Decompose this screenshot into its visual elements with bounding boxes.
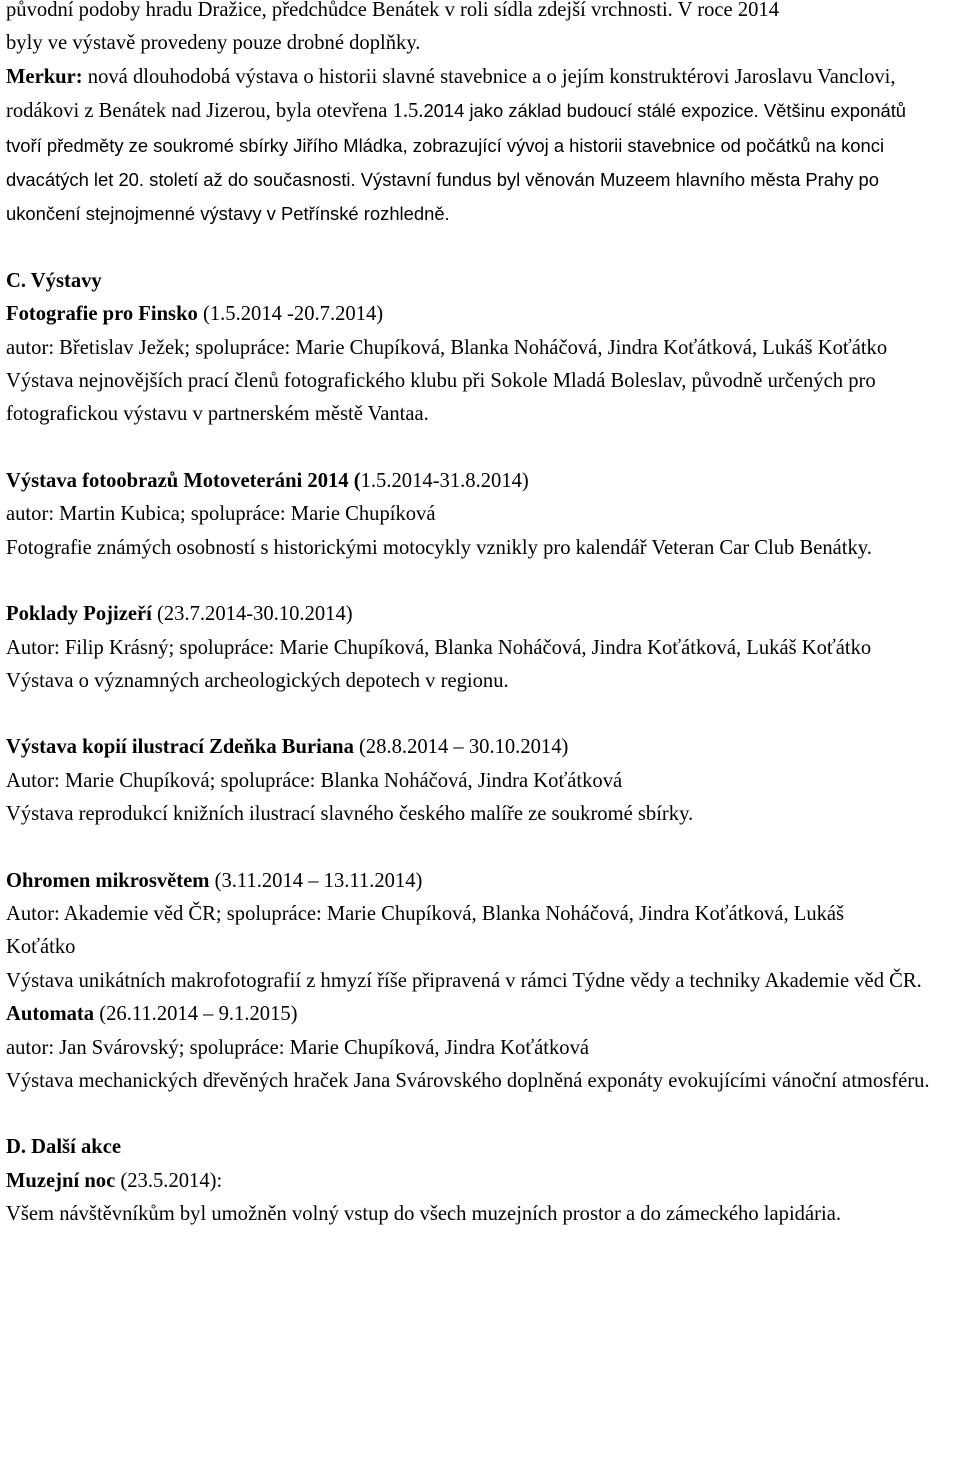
exhibition-author: autor: Jan Svárovský; spolupráce: Marie Chupíková, Jindra Koťátková — [6, 1036, 590, 1059]
exhibition-description: Výstava o významných archeologických depotech v regionu. — [6, 669, 509, 692]
intro-line-1: původní podoby hradu Dražice, předchůdce Benátek v roli sídla zdejší vrchnosti. V roce 2014 — [6, 0, 780, 21]
intro-paragraph — [6, 0, 956, 61]
exhibition-dates: (1.5.2014 -20.7.2014) — [197, 303, 384, 326]
exhibition-dates: (28.8.2014 – 30.10.2014) — [353, 736, 569, 759]
exhibition-dates: (23.7.2014-30.10.2014) — [151, 603, 353, 626]
exhibition-author: autor: Martin Kubica; spolupráce: Marie Chupíková — [6, 503, 436, 526]
exhibition-name: Výstava fotoobrazů Motoveteráni 2014 ( — [6, 469, 361, 492]
exhibition-name: Poklady Pojizeří — [6, 603, 152, 626]
merkur-paragraph — [6, 61, 936, 232]
exhibition-description: Výstava reprodukcí knižních ilustrací slavného českého malíře ze soukromé sbírky. — [6, 803, 694, 826]
event-title — [6, 1165, 956, 1198]
merkur-title: Merkur: — [6, 65, 83, 88]
top-block — [6, 0, 956, 1232]
exhibition-dates: (3.11.2014 – 13.11.2014) — [209, 869, 423, 892]
spacer — [6, 232, 956, 265]
intro-line-2: byly ve výstavě provedeny pouze drobné doplňky. — [6, 32, 421, 55]
exhibition-author: autor: Břetislav Ježek; spolupráce: Marie Chupíková, Blanka Noháčová, Jindra Koťátková, Lukáš Koťátko — [6, 336, 888, 359]
exhibition-name: Ohromen mikrosvětem — [6, 869, 210, 892]
exhibition-title — [6, 865, 956, 898]
spacer — [6, 565, 956, 598]
event-name: Muzejní noc — [6, 1169, 116, 1192]
spacer — [6, 1098, 956, 1131]
exhibition-name: Fotografie pro Finsko — [6, 303, 198, 326]
exhibition-dates: 1.5.2014-31.8.2014) — [360, 469, 529, 492]
spacer — [6, 698, 956, 731]
section-d-heading: D. Další akce — [6, 1136, 121, 1159]
exhibition-title — [6, 998, 956, 1031]
merkur-text-sans: 2014 jako základ budoucí stálé expozice. Většinu exponátů tvoří předměty ze soukromé sbírky Jiřího Mládka, zobrazující vývoj a historii stavebnice od počátků na konci dvacátých let 20. století až do současnosti. Výstavní fundus byl věnován Muzeem hlavního města Prahy po ukončení stejnojmenné výstavy v Petřínské rozhledně. — [6, 100, 907, 225]
exhibition-description: Výstava unikátních makrofotografií z hmyzí říše připravená v rámci Týdne vědy a techniky Akademie věd ČR. — [6, 969, 922, 992]
exhibition-author: Autor: Akademie věd ČR; spolupráce: Marie Chupíková, Blanka Noháčová, Jindra Koťátková, Lukáš Koťátko — [6, 902, 845, 959]
exhibition-author: Autor: Marie Chupíková; spolupráce: Blanka Noháčová, Jindra Koťátková — [6, 769, 623, 792]
document-page — [6, 0, 956, 1238]
exhibition-title — [6, 298, 956, 331]
exhibition-title — [6, 731, 956, 764]
spacer — [6, 832, 956, 865]
exhibition-name: Automata — [6, 1003, 95, 1026]
exhibition-dates: (26.11.2014 – 9.1.2015) — [94, 1003, 298, 1026]
exhibition-name: Výstava kopií ilustrací Zdeňka Buriana — [6, 736, 354, 759]
exhibition-description: Výstava nejnovějších prací členů fotografického klubu při Sokole Mladá Boleslav, původně určených pro fotografickou výstavu v partnerském městě Vantaa. — [6, 370, 876, 426]
event-dates: (23.5.2014): — [115, 1169, 223, 1192]
merkur-text-serif: nová dlouhodobá výstava o historii slavné stavebnice a o jejím konstruktérovi Jaroslavu Vanclovi, rodákovi z Benátek nad Jizerou, byla otevřena 1.5. — [6, 65, 896, 123]
exhibition-author: Autor: Filip Krásný; spolupráce: Marie Chupíková, Blanka Noháčová, Jindra Koťátková, Lukáš Koťátko — [6, 636, 872, 659]
exhibition-description: Výstava mechanických dřevěných hraček Jana Svárovského doplněná exponáty evokujícími vánoční atmosféru. — [6, 1069, 930, 1092]
spacer — [6, 432, 956, 465]
exhibition-description: Fotografie známých osobností s historickými motocykly vznikly pro kalendář Veteran Car Club Benátky. — [6, 536, 872, 559]
exhibition-title — [6, 465, 956, 498]
section-c-heading: C. Výstavy — [6, 269, 102, 292]
exhibition-title — [6, 598, 956, 631]
event-description: Všem návštěvníkům byl umožněn volný vstup do všech muzejních prostor a do zámeckého lapidária. — [6, 1203, 841, 1226]
